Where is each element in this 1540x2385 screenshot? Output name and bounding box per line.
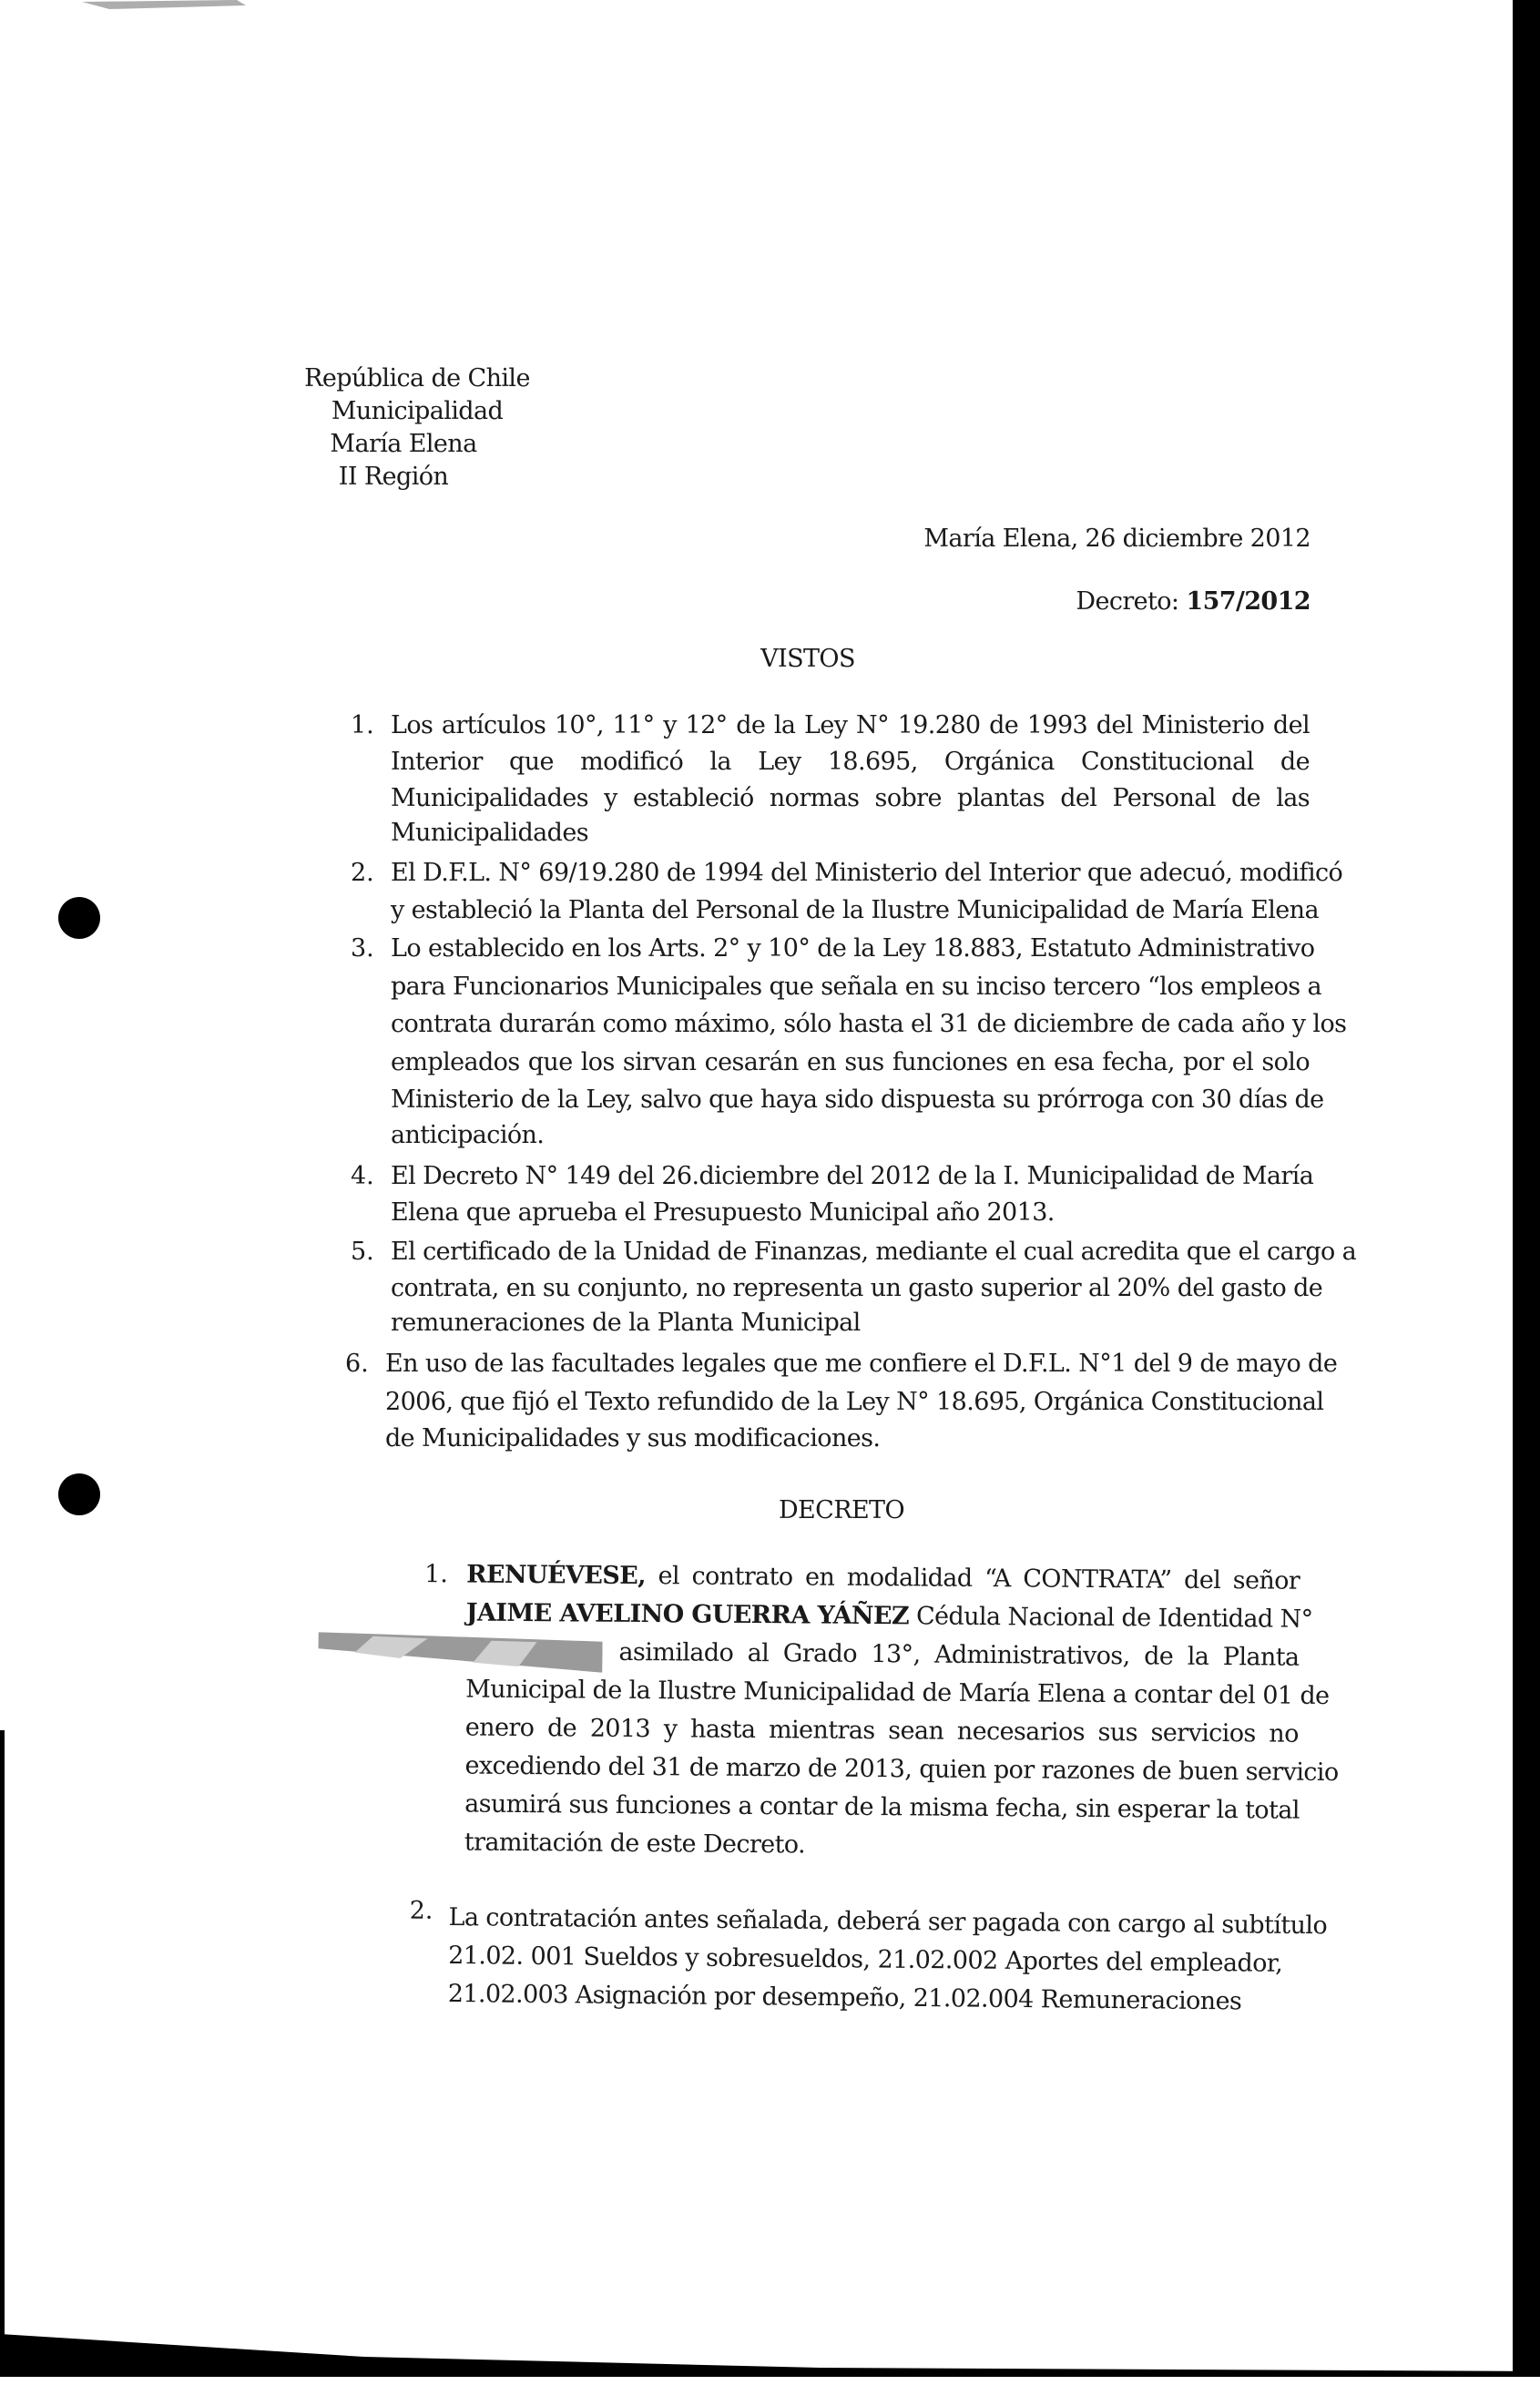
- vistos-title: VISTOS: [760, 645, 855, 673]
- decreto-line: asimilado al Grado 13°, Administrativos, de la Planta: [618, 1637, 1300, 1672]
- visto-line: para Funcionarios Municipales que señala en su inciso tercero “los empleos a: [391, 973, 1321, 1001]
- decreto-line: excediendo del 31 de marzo de 2013, quien por razones de buen servicio: [464, 1751, 1339, 1788]
- visto-line: anticipación.: [391, 1121, 545, 1149]
- decree-number: 157/2012: [1186, 587, 1311, 616]
- visto-line: Lo establecido en los Arts. 2° y 10° de la Ley 18.883, Estatuto Administrativo: [391, 934, 1315, 963]
- visto-item-number: 3.: [351, 934, 374, 963]
- visto-line: Municipalidades: [391, 819, 588, 847]
- decreto-line: 21.02. 001 Sueldos y sobresueldos, 21.02.002 Aportes del empleador,: [448, 1942, 1283, 1978]
- letterhead-line: República de Chile: [304, 364, 530, 392]
- decreto-line: asumirá sus funciones a contar de la misma fecha, sin esperar la total: [464, 1789, 1300, 1825]
- decreto-item-number: 1.: [424, 1560, 449, 1589]
- visto-line: y estableció la Planta del Personal de la Ilustre Municipalidad de María Elena: [391, 896, 1319, 924]
- visto-line: contrata, en su conjunto, no representa un gasto superior al 20% del gasto de: [391, 1274, 1323, 1302]
- letterhead-line: II Región: [338, 463, 449, 491]
- decree-label: Decreto:: [1076, 587, 1179, 616]
- decreto-title: DECRETO: [779, 1496, 904, 1524]
- decreto-line: tramitación de este Decreto.: [464, 1828, 806, 1860]
- decreto-item-number: 2.: [409, 1896, 433, 1925]
- visto-line: Los artículos 10°, 11° y 12° de la Ley N° 19.280 de 1993 del Ministerio del: [391, 711, 1310, 739]
- visto-line: remuneraciones de la Planta Municipal: [391, 1309, 861, 1337]
- visto-line: El certificado de la Unidad de Finanzas, mediante el cual acredita que el cargo a: [391, 1238, 1357, 1266]
- visto-item-number: 4.: [351, 1162, 374, 1190]
- visto-item-number: 2.: [351, 859, 374, 887]
- decreto-line: 21.02.003 Asignación por desempeño, 21.02.004 Remuneraciones: [447, 1980, 1242, 2016]
- visto-line: de Municipalidades y sus modificaciones.: [385, 1424, 881, 1452]
- decreto-line: La contratación antes señalada, deberá ser pagada con cargo al subtítulo: [448, 1903, 1328, 1941]
- visto-line: contrata durarán como máximo, sólo hasta el 31 de diciembre de cada año y los: [391, 1010, 1347, 1038]
- letterhead-line: Municipalidad: [331, 397, 504, 425]
- visto-line: En uso de las facultades legales que me confiere el D.F.L. N°1 del 9 de mayo de: [385, 1350, 1338, 1378]
- visto-line: Ministerio de la Ley, salvo que haya sido dispuesta su prórroga con 30 días de: [391, 1085, 1324, 1114]
- visto-item-number: 5.: [351, 1238, 374, 1266]
- visto-line: El D.F.L. N° 69/19.280 de 1994 del Ministerio del Interior que adecuó, modificó: [391, 859, 1343, 887]
- visto-line: 2006, que fijó el Texto refundido de la Ley N° 18.695, Orgánica Constitucional: [385, 1388, 1324, 1416]
- date: María Elena, 26 diciembre 2012: [923, 525, 1311, 553]
- visto-line: Municipalidades y estableció normas sobre plantas del Personal de las: [391, 784, 1310, 812]
- decreto-line: enero de 2013 y hasta mientras sean necesarios sus servicios no: [464, 1713, 1299, 1748]
- visto-line: Elena que aprueba el Presupuesto Municipal año 2013.: [391, 1198, 1055, 1227]
- visto-item-number: 1.: [351, 711, 374, 739]
- visto-line: empleados que los sirvan cesarán en sus funciones en esa fecha, por el solo: [391, 1048, 1310, 1076]
- text: Cédula Nacional de Identidad N°: [915, 1602, 1313, 1634]
- visto-item-number: 6.: [345, 1350, 369, 1378]
- visto-line: El Decreto N° 149 del 26.diciembre del 2012 de la I. Municipalidad de María: [391, 1162, 1314, 1190]
- renuevese-keyword: RENUÉVESE,: [466, 1560, 647, 1591]
- employee-name: JAIME AVELINO GUERRA YÁÑEZ: [465, 1598, 910, 1631]
- text: el contrato en modalidad “A CONTRATA” del señor: [658, 1562, 1300, 1595]
- visto-line: Interior que modificó la Ley 18.695, Orgánica Constitucional de: [391, 748, 1310, 776]
- letterhead-line: María Elena: [330, 430, 477, 458]
- decreto-line: Municipal de la Ilustre Municipalidad de María Elena a contar del 01 de: [465, 1675, 1330, 1710]
